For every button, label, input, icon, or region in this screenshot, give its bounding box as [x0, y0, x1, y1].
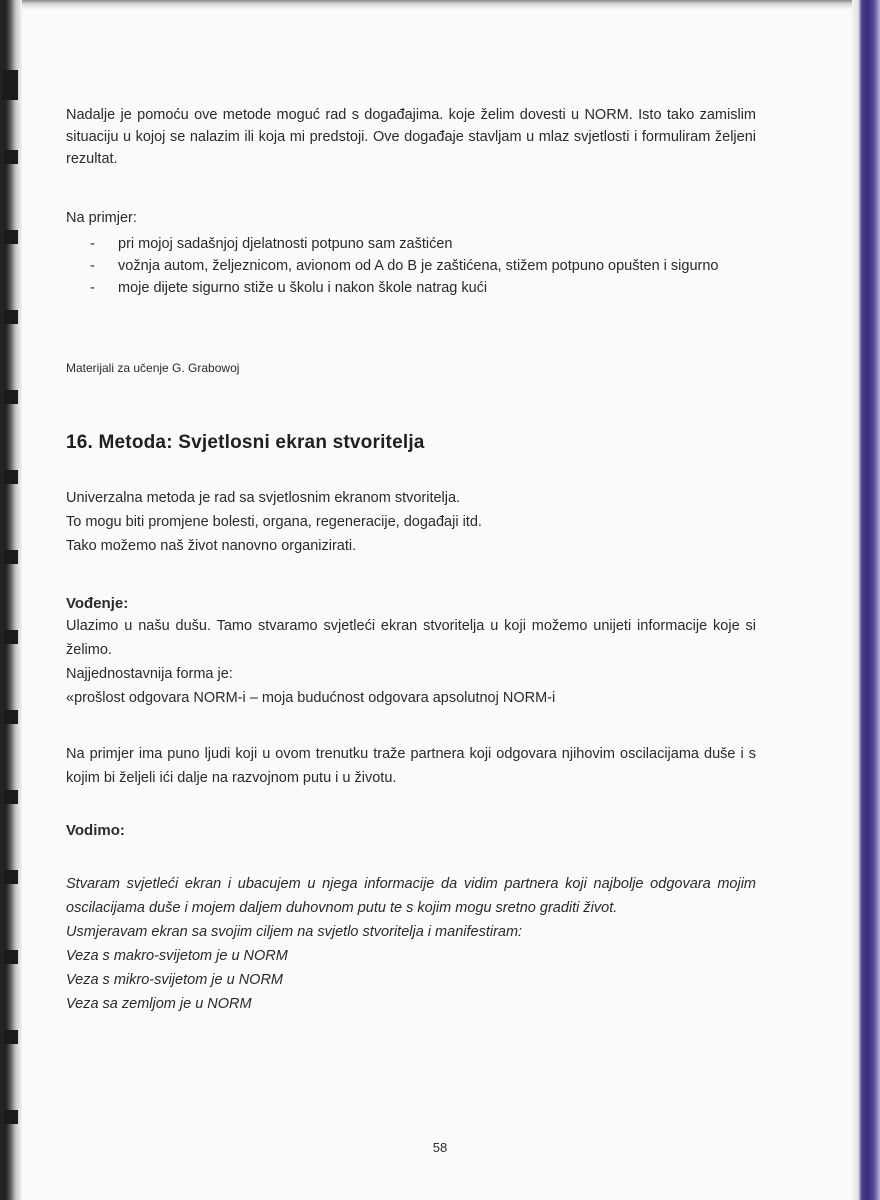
- example-section: [66, 742, 756, 790]
- intro-line: Tako možemo naš život nanovno organizirati.: [66, 538, 357, 554]
- list-item-text: moje dijete sigurno stiže u školu i nakon škole natrag kući: [118, 280, 488, 296]
- binding-mark: [4, 790, 18, 804]
- binding-mark: [4, 230, 18, 244]
- binding-mark: [4, 470, 18, 484]
- list-bullet: -: [90, 236, 95, 252]
- example-paragraph: Na primjer ima puno ljudi koji u ovom trenutku traže partnera koji odgovara njihovim oscilacijama duše i s kojim bi željeli ići dalje na razvojnom putu i u životu.: [66, 746, 756, 786]
- list-item-text: vožnja autom, željeznicom, avionom od A do B je zaštićena, stižem potpuno opušten i sigurno: [118, 258, 719, 274]
- list-item: [90, 277, 756, 299]
- guidance-text: Ulazimo u našu dušu. Tamo stvaramo svjetleći ekran stvoritelja u koji možemo unijeti informacije koje si želimo.: [66, 618, 756, 658]
- guidance-label: Vođenje:: [66, 595, 129, 612]
- binding-mark: [4, 710, 18, 724]
- example-label: Na primjer:: [66, 210, 137, 226]
- intro-line: To mogu biti promjene bolesti, organa, regeneracije, događaji itd.: [66, 514, 482, 530]
- italic-line: Veza s mikro-svijetom je u NORM: [66, 972, 284, 988]
- binding-mark: [4, 310, 18, 324]
- italic-line: Veza sa zemljom je u NORM: [66, 996, 252, 1012]
- intro-paragraph: Nadalje je pomoću ove metode moguć rad s događajima. koje želim dovesti u NORM. Isto tako zamislim situaciju u kojoj se nalazim ili koja mi predstoji. Ove događaje stavljam u mlaz svjetlosti i formuliram željeni rezultat.: [66, 107, 756, 167]
- meditation-text: [66, 872, 756, 1016]
- italic-line: Usmjeravam ekran sa svojim ciljem na svjetlo stvoritelja i manifestiram:: [66, 924, 523, 940]
- binding-mark: [4, 1110, 18, 1124]
- binding-mark: [4, 1030, 18, 1044]
- binding-mark: [4, 950, 18, 964]
- binding-edge: [0, 0, 22, 1200]
- binding-mark: [4, 390, 18, 404]
- binding-mark: [2, 70, 18, 100]
- method-intro: [66, 486, 766, 558]
- list-item: [90, 233, 756, 255]
- example-list: [90, 233, 756, 299]
- section-heading: 16. Metoda: Svjetlosni ekran stvoritelja: [66, 432, 425, 453]
- binding-mark: [4, 630, 18, 644]
- right-page-edge: [852, 0, 880, 1200]
- binding-mark: [4, 150, 18, 164]
- italic-paragraph: Stvaram svjetleći ekran i ubacujem u njega informacije da vidim partnera koji najbolje odgovara mojim oscilacijama duše i mojem daljem duhovnom putu te s kojim mogu sretno graditi život.: [66, 876, 756, 916]
- page-number: 58: [432, 1140, 448, 1155]
- simplest-form-label: Najjednostavnija forma je:: [66, 666, 233, 682]
- binding-mark: [4, 870, 18, 884]
- binding-mark: [4, 550, 18, 564]
- italic-line: Veza s makro-svijetom je u NORM: [66, 948, 288, 964]
- guidance-section: [66, 614, 756, 710]
- scan-top-edge: [0, 0, 880, 10]
- intro-line: Univerzalna metoda je rad sa svjetlosnim ekranom stvoritelja.: [66, 490, 461, 506]
- simplest-form: «prošlost odgovara NORM-i – moja budućnost odgovara apsolutnoj NORM-i: [66, 690, 556, 706]
- list-bullet: -: [90, 258, 95, 274]
- lead-label: Vodimo:: [66, 822, 125, 839]
- list-bullet: -: [90, 280, 95, 296]
- list-item-text: pri mojoj sadašnjoj djelatnosti potpuno sam zaštićen: [118, 236, 453, 252]
- source-caption: Materijali za učenje G. Grabowoj: [66, 361, 240, 375]
- list-item: [90, 255, 756, 277]
